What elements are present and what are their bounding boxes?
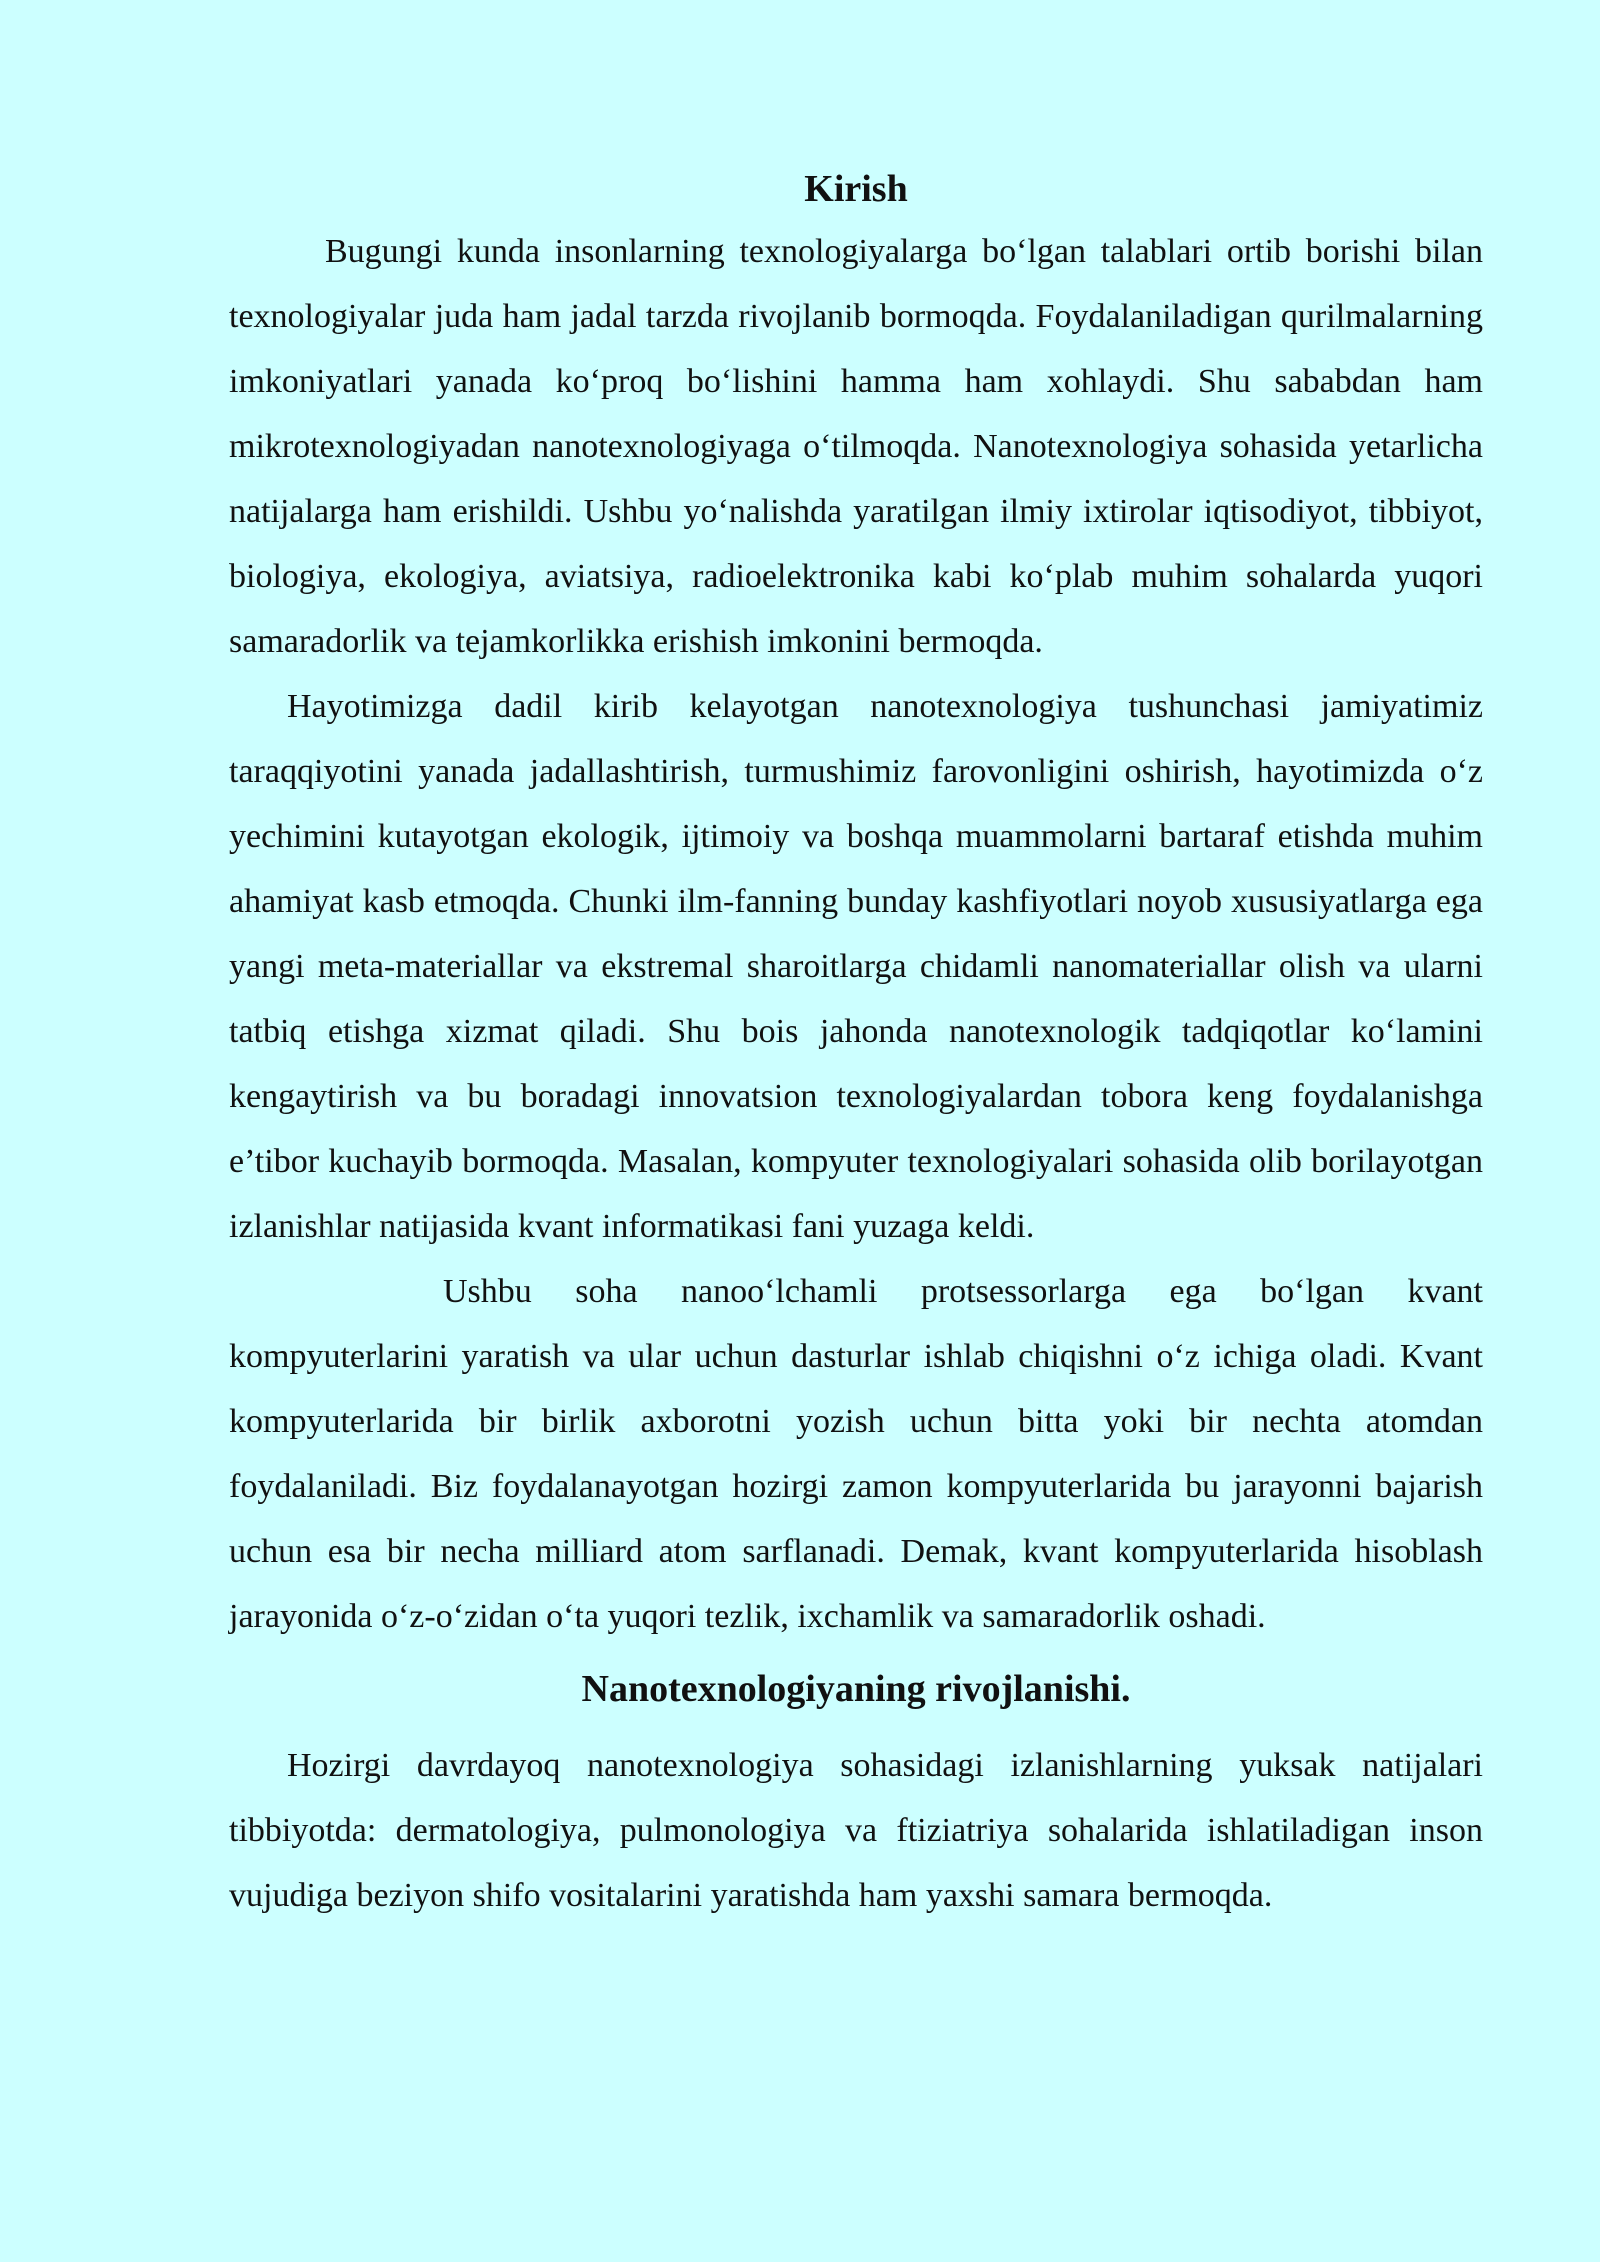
section-paragraph: Hozirgi davrdayoq nanotexnologiya sohasidagi izlanishlarning yuksak natijalari tibbiyotda: dermatologiya, pulmonologiya va ftiziatriya sohalarida ishlatiladigan inson vujudiga beziyon shifo vositalarini yaratishda ham yaxshi samara bermoqda. <box>229 1747 1483 1914</box>
page-title: Kirish <box>804 168 908 210</box>
paragraph-2: Hayotimizga dadil kirib kelayotgan nanotexnologiya tushunchasi jamiyatimiz taraqqiyotini yanada jadallashtirish, turmushimiz farovonligini oshirish, hayotimizda o‘z yechimini kutayotgan ekologik, ijtimoiy va boshqa muammolarni bartaraf etishda muhim ahamiyat kasb etmoqda. Chunki ilm-fanning bunday kashfiyotlari noyob xususiyatlarga ega yangi meta-materiallar va ekstremal sharoitlarga chidamli nanomateriallar olish va ularni tatbiq etishga xizmat qiladi. Shu bois jahonda nanotexnologik tadqiqotlar ko‘lamini kengaytirish va bu boradagi innovatsion texnologiyalardan tobora keng foydalanishga e’tibor kuchayib bormoqda. Masalan, kompyuter texnologiyalari sohasida olib borilayotgan izlanishlar natijasida kvant informatikasi fani yuzaga keldi. <box>229 688 1483 1245</box>
paragraph-1: Bugungi kunda insonlarning texnologiyalarga bo‘lgan talablari ortib borishi bilan texnologiyalar juda ham jadal tarzda rivojlanib bormoqda. Foydalaniladigan qurilmalarning imkoniyatlari yanada ko‘proq bo‘lishini hamma ham xohlaydi. Shu sababdan ham mikrotexnologiyadan nanotexnologiyaga o‘tilmoqda. Nanotexnologiya sohasida yetarlicha natijalarga ham erishildi. Ushbu yo‘nalishda yaratilgan ilmiy ixtirolar iqtisodiyot, tibbiyot, biologiya, ekologiya, aviatsiya, radioelektronika kabi ko‘plab muhim sohalarda yuqori samaradorlik va tejamkorlikka erishish imkonini bermoqda. <box>229 233 1483 660</box>
paragraph-3: Ushbu soha nanoo‘lchamli protsessorlarga ega bo‘lgan kvant kompyuterlarini yaratish va ular uchun dasturlar ishlab chiqishni o‘z ichiga oladi. Kvant kompyuterlarida bir birlik axborotni yozish uchun bitta yoki bir nechta atomdan foydalaniladi. Biz foydalanayotgan hozirgi zamon kompyuterlarida bu jarayonni bajarish uchun esa bir necha milliard atom sarflanadi. Demak, kvant kompyuterlarida hisoblash jarayonida o‘z-o‘zidan o‘ta yuqori tezlik, ixchamlik va samaradorlik oshadi. <box>229 1273 1483 1635</box>
section-heading: Nanotexnologiyaning rivojlanishi. <box>581 1668 1131 1710</box>
document-page <box>229 163 1483 1928</box>
